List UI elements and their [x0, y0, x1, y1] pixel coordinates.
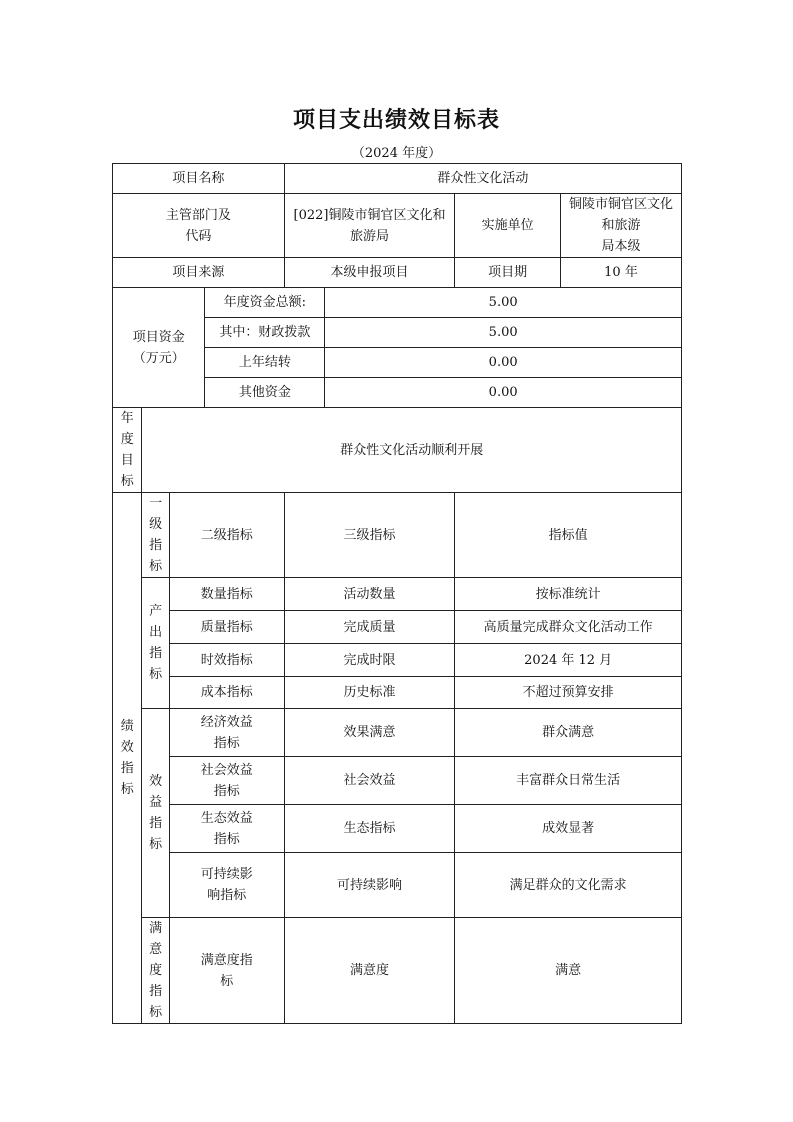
row-source: [113, 258, 682, 288]
dept-value: [022]铜陵市铜官区文化和旅游局: [284, 194, 455, 258]
funds-fiscal-label: 其中：财政拨款: [205, 318, 325, 348]
row-project-name: [113, 164, 682, 194]
table-row: [113, 677, 682, 709]
level3-cell: 活动数量: [284, 578, 455, 611]
value-header: 指标值: [455, 493, 682, 578]
funds-label: 项目资金 （万元）: [113, 288, 205, 408]
output-indicator-label: 产 出 指 标: [142, 578, 169, 709]
page-subtitle: （2024 年度）: [351, 146, 442, 161]
level2-header: 二级指标: [169, 493, 284, 578]
value-cell: 成效显著: [455, 805, 682, 853]
level2-cell: 成本指标: [169, 677, 284, 709]
value-cell: 2024 年 12 月: [455, 644, 682, 677]
project-name-label: 项目名称: [113, 164, 285, 194]
level3-cell: 满意度: [284, 918, 455, 1024]
page-title: 项目支出绩效目标表: [292, 108, 500, 133]
annual-goal-label: 年 度 目 标: [113, 408, 142, 493]
value-cell: 不超过预算安排: [455, 677, 682, 709]
value-cell: 丰富群众日常生活: [455, 757, 682, 805]
funds-other-value: 0.00: [325, 378, 682, 408]
dept-label: 主管部门及 代码: [113, 194, 285, 258]
row-funds-total: [113, 288, 682, 318]
row-annual-goal: [113, 408, 682, 493]
impl-unit-value: 铜陵市铜官区文化和旅游 局本级: [561, 194, 682, 258]
table-row: [113, 644, 682, 677]
table-row: [113, 757, 682, 805]
table-row: [113, 853, 682, 918]
level3-cell: 完成质量: [284, 611, 455, 644]
period-value: 10 年: [561, 258, 682, 288]
level3-cell: 可持续影响: [284, 853, 455, 918]
level3-cell: 历史标准: [284, 677, 455, 709]
level2-cell: 时效指标: [169, 644, 284, 677]
level3-header: 三级指标: [284, 493, 455, 578]
level2-cell: 生态效益 指标: [169, 805, 284, 853]
funds-fiscal-value: 5.00: [325, 318, 682, 348]
benefit-indicator-label: 效 益 指 标: [142, 709, 169, 918]
level3-cell: 生态指标: [284, 805, 455, 853]
funds-carryover-value: 0.00: [325, 348, 682, 378]
row-department: [113, 194, 682, 258]
funds-carryover-label: 上年结转: [205, 348, 325, 378]
value-cell: 按标准统计: [455, 578, 682, 611]
value-cell: 满足群众的文化需求: [455, 853, 682, 918]
level3-cell: 效果满意: [284, 709, 455, 757]
period-label: 项目期: [455, 258, 561, 288]
funds-total-value: 5.00: [325, 288, 682, 318]
level2-cell: 可持续影 响指标: [169, 853, 284, 918]
value-cell: 满意: [455, 918, 682, 1024]
table-row: [113, 611, 682, 644]
source-label: 项目来源: [113, 258, 285, 288]
project-name-value: 群众性文化活动: [284, 164, 681, 194]
level2-cell: 社会效益 指标: [169, 757, 284, 805]
level2-cell: 经济效益 指标: [169, 709, 284, 757]
row-indicator-header: [113, 493, 682, 578]
table-row: [113, 709, 682, 757]
performance-indicator-label: 绩 效 指 标: [113, 493, 142, 1024]
table-row: [113, 578, 682, 611]
value-cell: 群众满意: [455, 709, 682, 757]
performance-goal-table: [112, 163, 682, 1024]
annual-goal-text: 群众性文化活动顺利开展: [142, 408, 682, 493]
source-value: 本级申报项目: [284, 258, 455, 288]
level2-cell: 质量指标: [169, 611, 284, 644]
level3-cell: 社会效益: [284, 757, 455, 805]
table-row: [113, 918, 682, 1024]
value-cell: 高质量完成群众文化活动工作: [455, 611, 682, 644]
funds-other-label: 其他资金: [205, 378, 325, 408]
satisfaction-indicator-label: 满 意 度 指 标: [142, 918, 169, 1024]
level3-cell: 完成时限: [284, 644, 455, 677]
level2-cell: 数量指标: [169, 578, 284, 611]
level1-header: 一 级 指 标: [142, 493, 169, 578]
table-row: [113, 805, 682, 853]
level2-cell: 满意度指 标: [169, 918, 284, 1024]
impl-unit-label: 实施单位: [455, 194, 561, 258]
funds-total-label: 年度资金总额:: [205, 288, 325, 318]
